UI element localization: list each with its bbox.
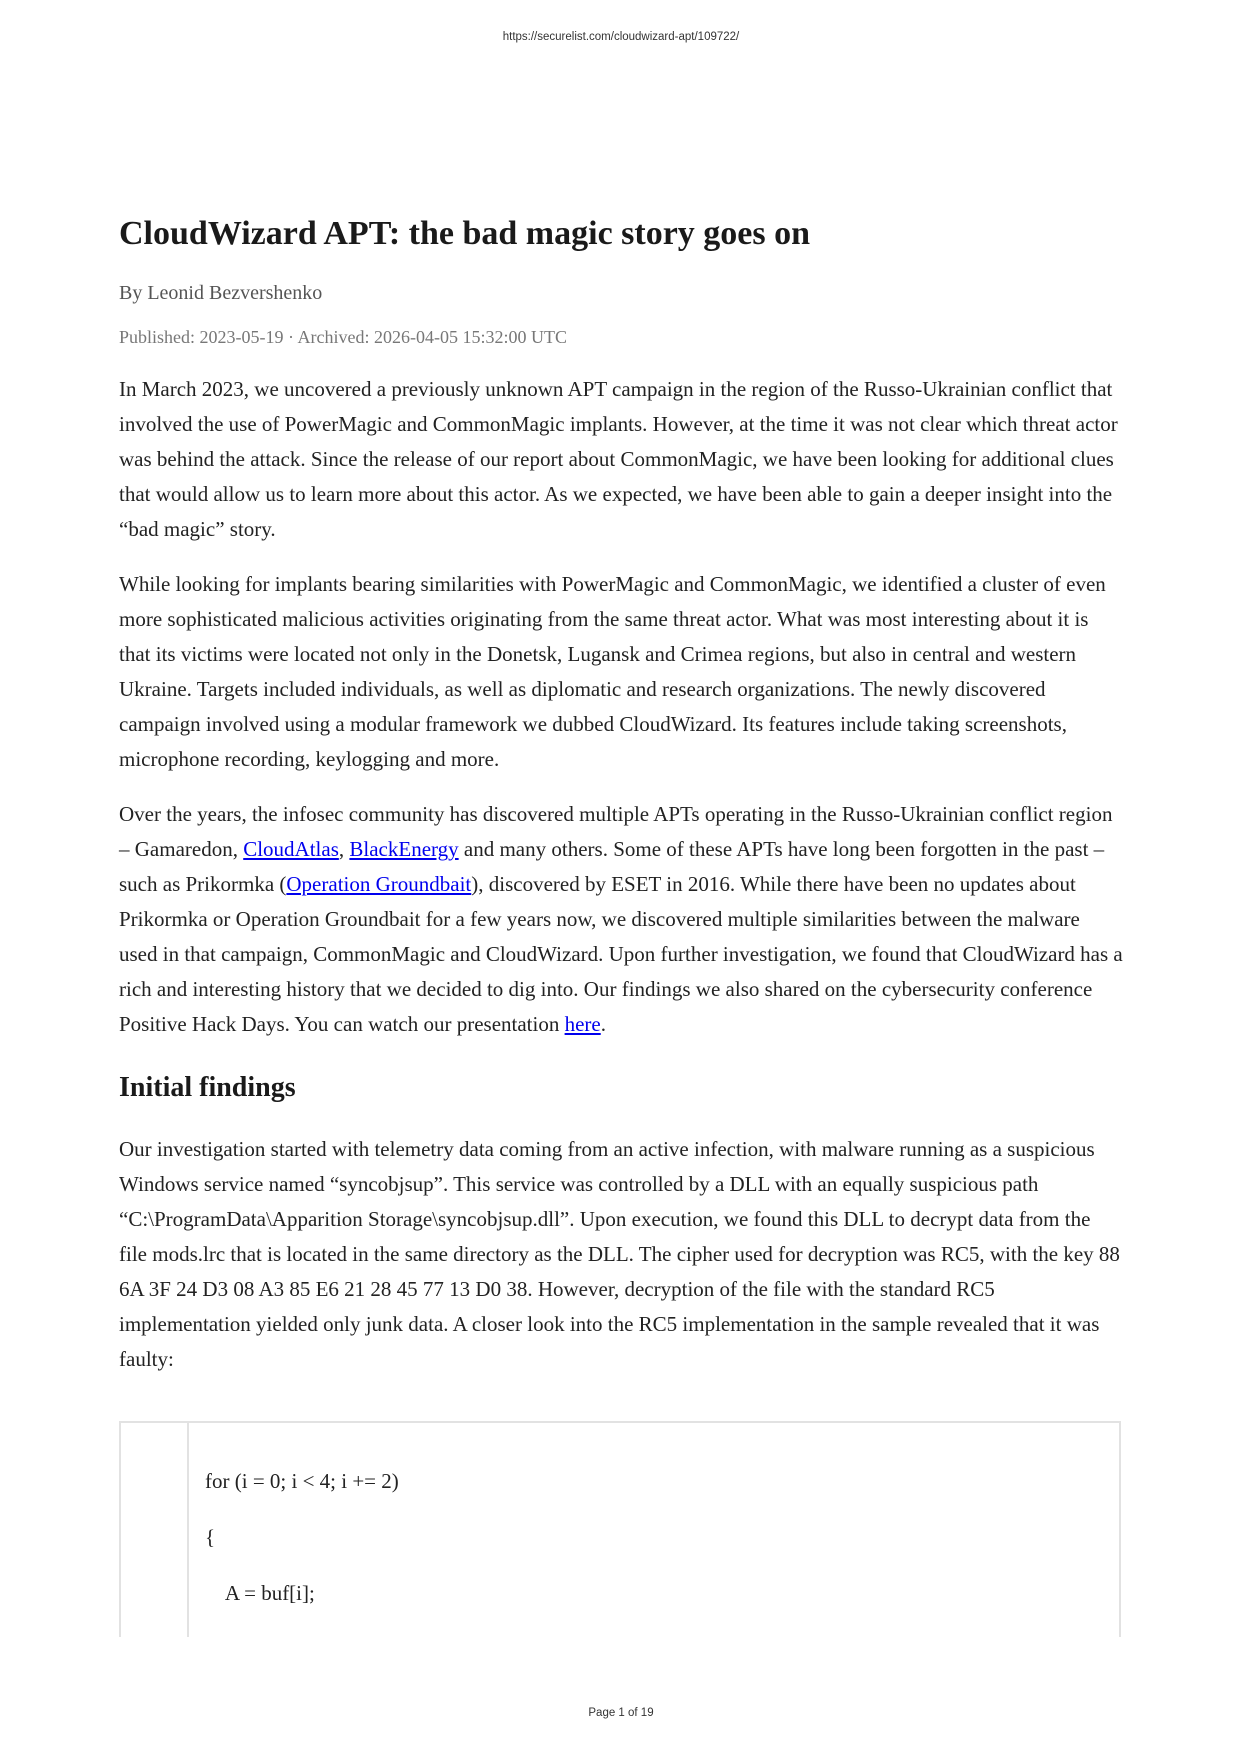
section-heading-initial-findings: Initial findings [119, 1072, 296, 1103]
link-operation-groundbait[interactable]: Operation Groundbait [286, 872, 472, 896]
paragraph-3 [119, 797, 1123, 1042]
code-line: A = buf[i]; [205, 1581, 315, 1605]
byline: By Leonid Bezvershenko [119, 282, 323, 304]
paragraph-4: Our investigation started with telemetry data coming from an active infection, with malware running as a suspicious Windows service named “syncobjsup”. This service was controlled by a DLL with an equally suspicious path “C:\ProgramData\Apparition Storage\syncobjsup.dll”. Upon execution, we found this DLL to decrypt data from the file mods.lrc that is located in the same directory as the DLL. The cipher used for decryption was RC5, with the key 88 6A 3F 24 D3 08 A3 85 E6 21 28 45 77 13 D0 38. However, decryption of the file with the standard RC5 implementation yielded only junk data. A closer look into the RC5 implementation in the sample revealed that it was faulty: [119, 1137, 1120, 1371]
article [119, 212, 1123, 1377]
text: Over the years, the infosec community has discovered multiple APTs operating in the Russo-Ukrainian conflict region – Gamaredon, [119, 802, 1113, 861]
page-number: Page 1 of 19 [588, 1707, 654, 1719]
link-blackenergy[interactable]: BlackEnergy [349, 837, 459, 861]
text: . [600, 1012, 606, 1036]
link-cloudatlas[interactable]: CloudAtlas [243, 837, 339, 861]
publication-date: Published: 2023-05-19 · Archived: 2026-04-05 15:32:00 UTC [119, 327, 567, 347]
code-block [119, 1421, 1121, 1637]
text: ), discovered by ESET in 2016. While there have been no updates about Prikormka or Operation Groundbait for a few years now, we discovered multiple similarities between the malware used in that campaign, CommonMagic and CloudWizard. Upon further investigation, we found that CloudWizard has a rich and interesting history that we decided to dig into. Our findings we also shared on the cybersecurity conference Positive Hack Days. You can watch our presentation [119, 872, 1123, 1036]
text: and many others. Some of these APTs have long been forgotten in the past – such as Prikormka ( [119, 837, 1105, 896]
paragraph-2: While looking for implants bearing similarities with PowerMagic and CommonMagic, we identified a cluster of even more sophisticated malicious activities originating from the same threat actor. What was most interesting about it is that its victims were located not only in the Donetsk, Lugansk and Crimea regions, but also in central and western Ukraine. Targets included individuals, as well as diplomatic and research organizations. The newly discovered campaign involved using a modular framework we dubbed CloudWizard. Its features include taking screenshots, microphone recording, keylogging and more. [119, 572, 1106, 771]
code-line: for (i = 0; i < 4; i += 2) [205, 1469, 399, 1493]
paragraph-1: In March 2023, we uncovered a previously unknown APT campaign in the region of the Russo-Ukrainian conflict that involved the use of PowerMagic and CommonMagic implants. However, at the time it was not clear which threat actor was behind the attack. Since the release of our report about CommonMagic, we have been looking for additional clues that would allow us to learn more about this actor. As we expected, we have been able to gain a deeper insight into the “bad magic” story. [119, 377, 1118, 541]
article-title: CloudWizard APT: the bad magic story goes on [119, 215, 811, 252]
link-presentation[interactable]: here [564, 1012, 601, 1036]
page-url-header: https://securelist.com/cloudwizard-apt/109722/ [502, 31, 740, 43]
text: , [338, 837, 350, 861]
code-gutter [187, 1423, 189, 1637]
code-line: { [205, 1525, 216, 1549]
